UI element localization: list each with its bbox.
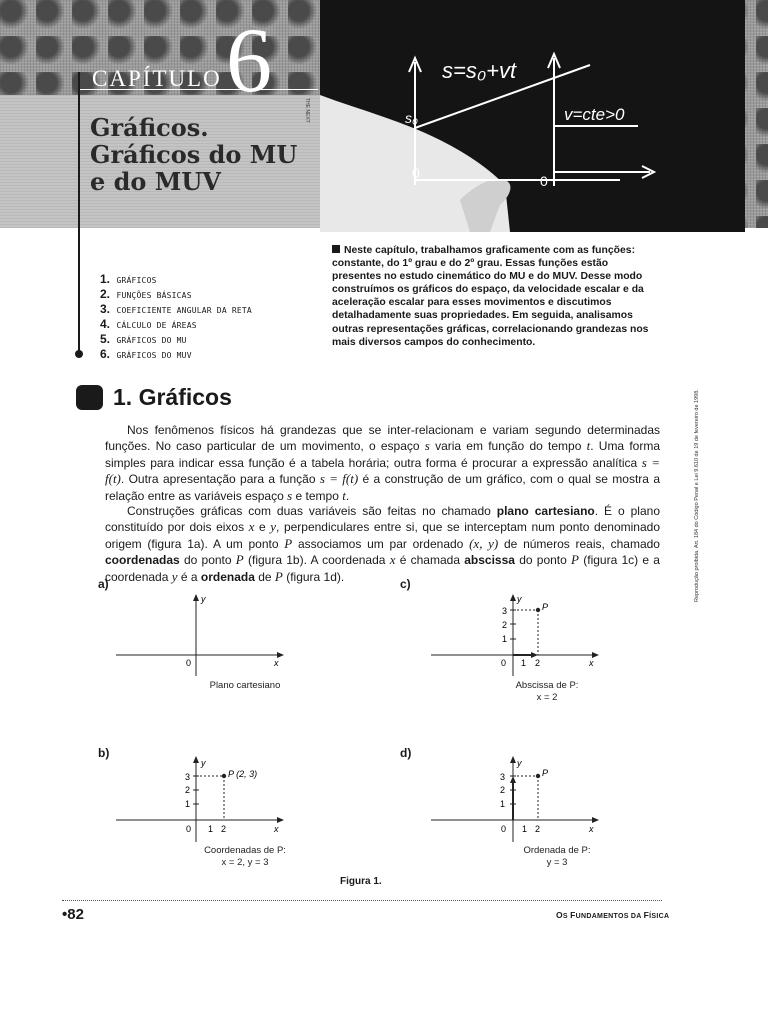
- board-origin-2: 0: [540, 173, 548, 189]
- paragraph: Construções gráficas com duas variáveis são feitas no chamado plano cartesiano. É o plano constituído por dois eixos x e y, perpendiculares entre si, que se interceptam num ponto denominado origem (figura 1a). A um ponto P associamos um par ordenado (x, y) de números reais, chamado coordenadas do ponto P (figura 1b). A coordenada x é chamada abscissa do ponto P (figura 1c) e a coordenada y é a ordenada de P (figura 1d).: [105, 504, 661, 584]
- chapter-title-line: e do MUV: [90, 167, 221, 196]
- photo-credit: THE NEXT: [304, 98, 310, 123]
- point-label: P (2, 3): [228, 769, 258, 779]
- y-axis-label: y: [201, 594, 206, 604]
- figure-b-plot: [110, 756, 290, 851]
- vertical-rule: [78, 72, 80, 354]
- origin-label: 0: [186, 824, 192, 834]
- figure-a-label: a): [98, 577, 109, 591]
- x-axis-label: x: [274, 824, 279, 834]
- figure-c-label: c): [400, 577, 411, 591]
- point-p: [222, 774, 226, 778]
- x-axis-label: x: [589, 658, 594, 668]
- y-tick-label: 1: [502, 634, 508, 644]
- x-tick-label: 2: [221, 824, 227, 834]
- figure-b-label: b): [98, 746, 110, 760]
- y-tick-label: 3: [500, 772, 506, 782]
- figure-d-plot: [425, 756, 605, 851]
- origin-label: 0: [501, 824, 507, 834]
- figure-d-label: d): [400, 746, 412, 760]
- toc-item: 2. FUNÇÕES BÁSICAS: [100, 287, 192, 301]
- y-tick-label: 2: [502, 620, 508, 630]
- figure-a-caption: Plano cartesiano: [209, 680, 281, 691]
- x-axis-label: x: [274, 658, 279, 668]
- chapter-contents: [100, 271, 252, 361]
- rule-end-dot: [75, 350, 83, 358]
- toc-item: 5. GRÁFICOS DO MU: [100, 332, 187, 346]
- figure-b-caption: Coordenadas de P: x = 2, y = 3: [204, 845, 286, 868]
- toc-item: 3. COEFICIENTE ANGULAR DA RETA: [100, 302, 252, 316]
- y-tick-label: 3: [502, 606, 508, 616]
- y-tick-label: 2: [500, 785, 506, 795]
- board-origin-1: 0: [412, 165, 420, 181]
- x-tick-label: 2: [535, 658, 541, 668]
- chapter-title-line: Gráficos.: [90, 113, 209, 142]
- x-tick-label: 1: [208, 824, 214, 834]
- y-axis-label: y: [201, 758, 206, 768]
- section-bullet-icon: [76, 385, 103, 410]
- point-p: [536, 774, 540, 778]
- x-axis-label: x: [589, 824, 594, 834]
- point-p: [536, 608, 540, 612]
- figure-a-plot: [110, 590, 290, 685]
- y-tick-label: 1: [500, 799, 506, 809]
- book-title: OS FUNDAMENTOS DA FÍSICA: [556, 910, 670, 920]
- board-equation-2: v=cte>0: [564, 105, 625, 124]
- x-tick-label: 2: [535, 824, 541, 834]
- intro-text: Neste capítulo, trabalhamos graficamente com as funções: constante, do 1º grau e do 2º grau. Essas funções estão presentes no estudo cinemático do MU e do MUV. Desse modo construímos os gráficos do espaço, da velocidade escalar e da aceleração escalar para esses movimentos e discutimos detalhadamente suas propriedades. Em seguida, analisamos outras representações gráficas, correlacionando grandezas nos mais diversos campos do conhecimento.: [332, 245, 649, 348]
- board-equation-1: s=s₀+vt: [442, 58, 517, 83]
- chapter-label: CAPÍTULO: [92, 66, 222, 91]
- point-label: P: [542, 602, 549, 612]
- chapter-title: [90, 114, 320, 195]
- paragraph: Nos fenômenos físicos há grandezas que se inter-relacionam e variam segundo determinadas funções. No caso particular de um movimento, o espaço s varia em função do tempo t. Uma forma simples para indicar essa função é a tabela horária; outra forma é procurar a expressão analítica s = f(t). Outra apresentação para a função s = f(t) é a construção de um gráfico, com o qual se mostra a relação entre as variáveis espaço s e tempo t.: [105, 423, 661, 503]
- x-tick-label: 1: [521, 658, 527, 668]
- y-tick-label: 3: [185, 772, 191, 782]
- figure-caption: Figura 1.: [340, 876, 382, 887]
- figure-c-plot: [425, 590, 605, 685]
- figure-d-caption: Ordenada de P: y = 3: [523, 845, 591, 868]
- bullet-square-icon: [332, 245, 340, 253]
- toc-item: 1. GRÁFICOS: [100, 272, 157, 286]
- chapter-title-line: Gráficos do MU: [90, 140, 298, 169]
- figure-c-caption: Abscissa de P: x = 2: [515, 680, 579, 703]
- y-axis-label: y: [517, 758, 522, 768]
- chalkboard-photo: [320, 0, 745, 232]
- origin-label: 0: [186, 658, 192, 668]
- y-tick-label: 1: [185, 799, 191, 809]
- legal-notice: Reprodução proibida. Art. 184 do Código Penal e Lei 9.610 de 19 de fevereiro de 1998.: [694, 389, 700, 602]
- page-number: •82: [62, 906, 84, 923]
- toc-item: 4. CÁLCULO DE ÁREAS: [100, 317, 197, 331]
- toc-item: 6. GRÁFICOS DO MUV: [100, 347, 192, 361]
- origin-label: 0: [501, 658, 507, 668]
- y-axis-label: y: [517, 594, 522, 604]
- board-s0-label: s₀: [405, 110, 418, 126]
- point-label: P: [542, 768, 549, 778]
- chapter-number: 6: [226, 9, 272, 111]
- y-tick-label: 2: [185, 785, 191, 795]
- x-tick-label: 1: [522, 824, 528, 834]
- chapter-intro: [332, 244, 657, 349]
- section-body: [105, 423, 660, 585]
- footer-rule: [62, 900, 662, 901]
- section-title: 1. Gráficos: [113, 384, 232, 410]
